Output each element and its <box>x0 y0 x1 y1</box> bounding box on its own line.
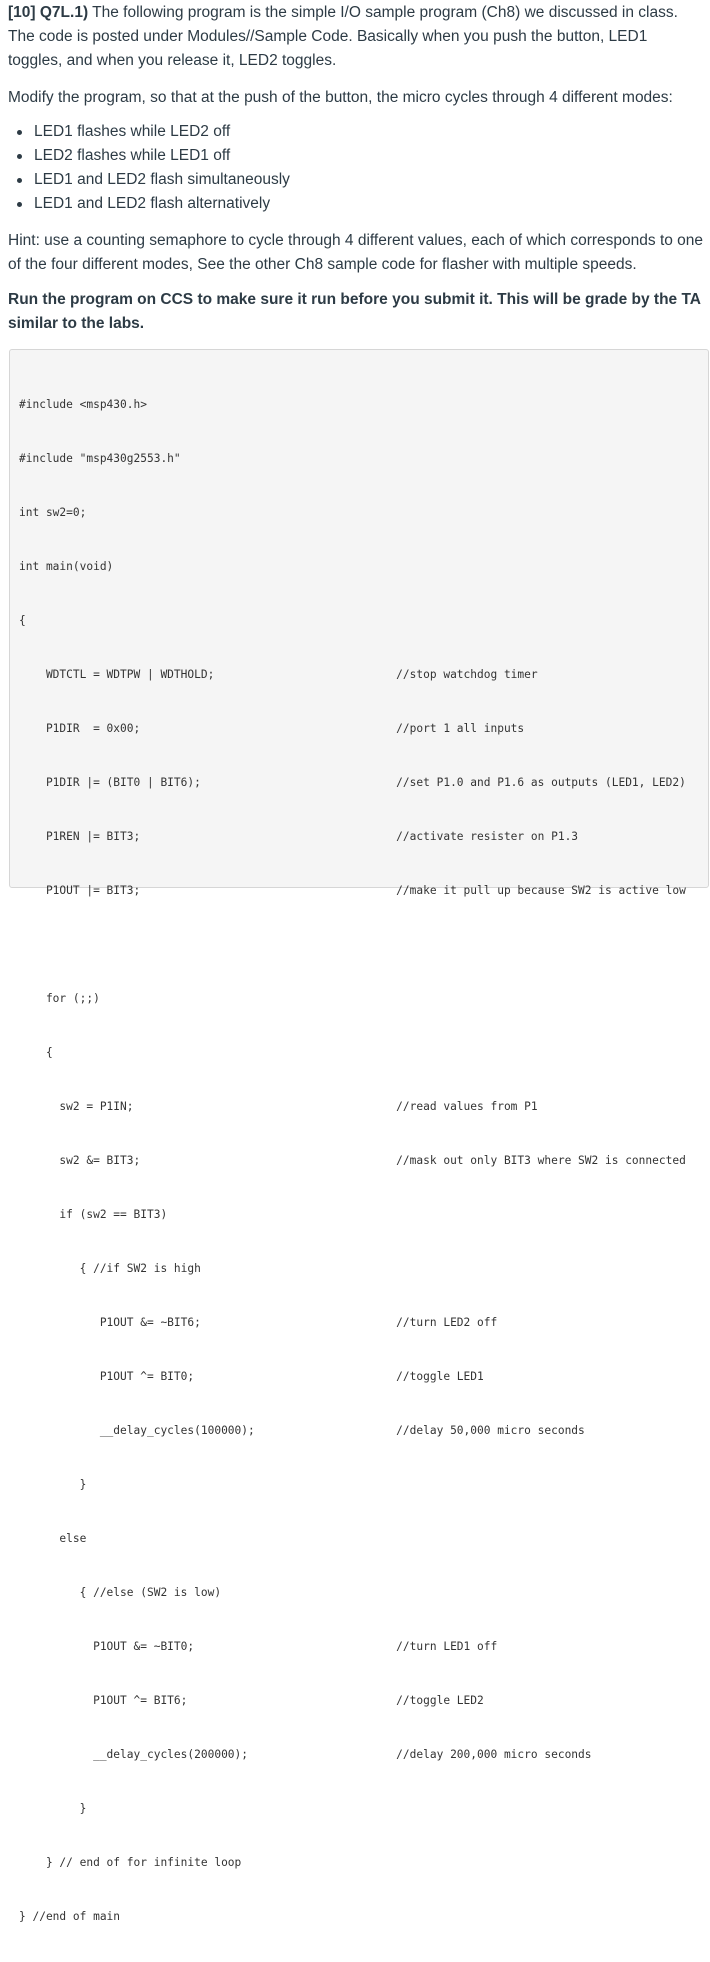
code-line: { //else (SW2 is low) <box>19 1586 222 1599</box>
code-line: { <box>19 614 26 627</box>
code-line: P1DIR = 0x00; //port 1 all inputs <box>19 722 525 735</box>
code-line: #include <msp430.h> <box>19 398 147 411</box>
code-line: for (;;) <box>19 992 100 1005</box>
code-block <box>9 349 709 1923</box>
mode-label: LED1 flashes while LED2 off <box>34 123 231 140</box>
code-line: } <box>19 1478 87 1491</box>
code-line: #include "msp430g2553.h" <box>19 452 181 465</box>
code-line <box>19 936 686 954</box>
bullet-icon <box>17 154 22 159</box>
modes-list <box>8 120 290 216</box>
run-instruction: Run the program on CCS to make sure it run before you submit it. This will be grade by the TA similar to the labs. <box>8 291 701 332</box>
code-line: P1OUT |= BIT3; //make it pull up because SW2 is active low <box>19 884 686 897</box>
code-line: P1OUT ^= BIT6; //toggle LED2 <box>19 1694 484 1707</box>
hint-paragraph: Hint: use a counting semaphore to cycle through 4 different values, each of which corresponds to one of the four different modes, See the other Ch8 sample code for flasher with multiple speeds. <box>8 232 704 273</box>
code-line: { <box>19 1046 53 1059</box>
mode-label: LED2 flashes while LED1 off <box>34 147 231 164</box>
question-number: [10] Q7L.1) <box>8 4 89 21</box>
mode-label: LED1 and LED2 flash alternatively <box>34 195 271 212</box>
code-line: else <box>19 1532 87 1545</box>
code-line: P1OUT ^= BIT0; //toggle LED1 <box>19 1370 484 1383</box>
list-item <box>8 192 290 216</box>
bullet-icon <box>17 202 22 207</box>
list-item <box>8 144 290 168</box>
bullet-icon <box>17 130 22 135</box>
list-item <box>8 168 290 192</box>
intro-paragraph <box>8 1 704 73</box>
bullet-icon <box>17 178 22 183</box>
code-line: { //if SW2 is high <box>19 1262 201 1275</box>
code-line: int sw2=0; <box>19 506 87 519</box>
code-line: WDTCTL = WDTPW | WDTHOLD; //stop watchdog timer <box>19 668 538 681</box>
code-listing <box>19 360 686 1962</box>
modify-paragraph: Modify the program, so that at the push of the button, the micro cycles through 4 different modes: <box>8 89 673 106</box>
code-line: P1DIR |= (BIT0 | BIT6); //set P1.0 and P1.6 as outputs (LED1, LED2) <box>19 776 686 789</box>
intro-text: The following program is the simple I/O sample program (Ch8) we discussed in class. The code is posted under Modules//Sample Code. Basically when you push the button, LED1 toggles, and when you release it, LED2 toggles. <box>8 4 678 69</box>
list-item <box>8 120 290 144</box>
code-line: sw2 &= BIT3; //mask out only BIT3 where SW2 is connected <box>19 1154 686 1167</box>
code-line: } <box>19 1802 87 1815</box>
code-line: if (sw2 == BIT3) <box>19 1208 168 1221</box>
code-line: } //end of main <box>19 1910 121 1923</box>
code-line: __delay_cycles(100000); //delay 50,000 micro seconds <box>19 1424 585 1437</box>
code-line: int main(void) <box>19 560 114 573</box>
code-line: __delay_cycles(200000); //delay 200,000 micro seconds <box>19 1748 592 1761</box>
code-line: sw2 = P1IN; //read values from P1 <box>19 1100 538 1113</box>
mode-label: LED1 and LED2 flash simultaneously <box>34 171 290 188</box>
code-line: P1OUT &= ~BIT6; //turn LED2 off <box>19 1316 498 1329</box>
code-line: P1REN |= BIT3; //activate resister on P1.3 <box>19 830 579 843</box>
code-line: } // end of for infinite loop <box>19 1856 242 1869</box>
code-line: P1OUT &= ~BIT0; //turn LED1 off <box>19 1640 498 1653</box>
